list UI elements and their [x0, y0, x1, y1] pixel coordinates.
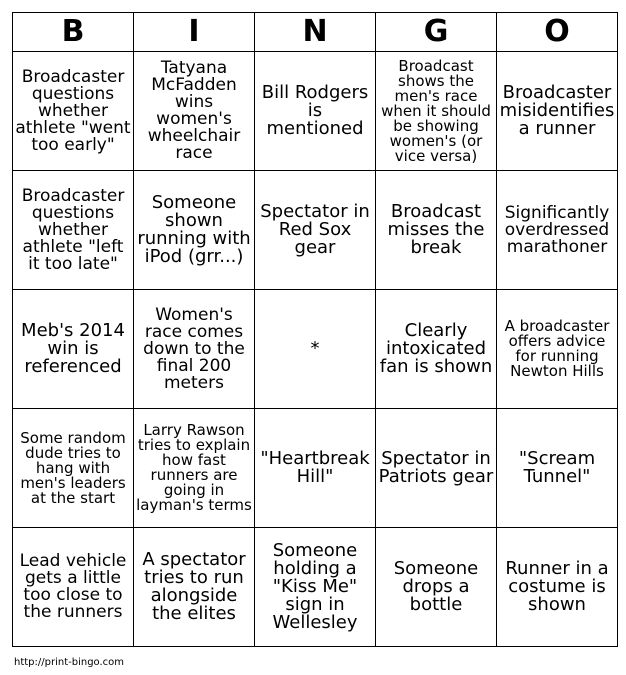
board-row [13, 171, 618, 290]
bingo-cell: Some random dude tries to hang with men's leaders at the start [13, 409, 134, 528]
header-letter-b: B [13, 13, 134, 52]
bingo-cell: Spectator in Red Sox gear [255, 171, 376, 290]
bingo-cell: A spectator tries to run alongside the elites [134, 528, 255, 647]
bingo-cell: Women's race comes down to the final 200 meters [134, 290, 255, 409]
header-letter-g: G [376, 13, 497, 52]
header-letter-n: N [255, 13, 376, 52]
bingo-cell: Someone shown running with iPod (grr...) [134, 171, 255, 290]
header-letter-i: I [134, 13, 255, 52]
bingo-cell: Broadcaster misidentifies a runner [497, 52, 618, 171]
bingo-cell: Tatyana McFadden wins women's wheelchair race [134, 52, 255, 171]
bingo-cell: Lead vehicle gets a little too close to the runners [13, 528, 134, 647]
bingo-cell: Broadcast shows the men's race when it should be showing women's (or vice versa) [376, 52, 497, 171]
board-row [13, 52, 618, 171]
header-row [13, 13, 618, 52]
footer-url: http://print-bingo.com [14, 657, 125, 668]
bingo-cell: Someone drops a bottle [376, 528, 497, 647]
bingo-cell: Spectator in Patriots gear [376, 409, 497, 528]
free-space-cell: * [255, 290, 376, 409]
bingo-cell: Significantly overdressed marathoner [497, 171, 618, 290]
bingo-cell: Broadcast misses the break [376, 171, 497, 290]
header-letter-o: O [497, 13, 618, 52]
bingo-cell: A broadcaster offers advice for running Newton Hills [497, 290, 618, 409]
board-row [13, 409, 618, 528]
bingo-cell: Larry Rawson tries to explain how fast runners are going in layman's terms [134, 409, 255, 528]
bingo-cell: Someone holding a "Kiss Me" sign in Wellesley [255, 528, 376, 647]
bingo-cell: Runner in a costume is shown [497, 528, 618, 647]
bingo-cell: "Scream Tunnel" [497, 409, 618, 528]
bingo-cell: "Heartbreak Hill" [255, 409, 376, 528]
bingo-cell: Broadcaster questions whether athlete "went too early" [13, 52, 134, 171]
bingo-cell: Meb's 2014 win is referenced [13, 290, 134, 409]
board-row [13, 528, 618, 647]
bingo-cell: Bill Rodgers is mentioned [255, 52, 376, 171]
bingo-cell: Clearly intoxicated fan is shown [376, 290, 497, 409]
board-row [13, 290, 618, 409]
bingo-board [12, 12, 618, 647]
bingo-cell: Broadcaster questions whether athlete "left it too late" [13, 171, 134, 290]
